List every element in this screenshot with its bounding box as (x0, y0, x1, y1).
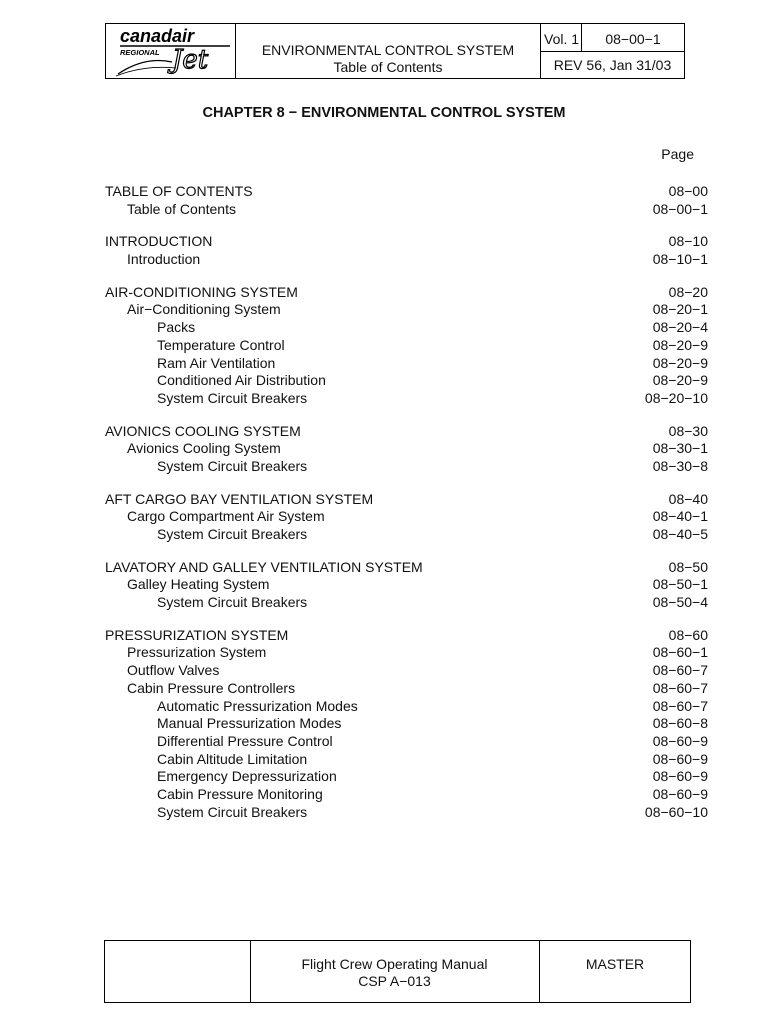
toc-entry-title: System Circuit Breakers (157, 389, 308, 406)
toc-entry (105, 804, 708, 822)
toc-section (105, 559, 708, 612)
toc-entry-page: 08−20−9 (652, 336, 708, 353)
toc-entry-title: Manual Pressurization Modes (157, 715, 342, 732)
revision-label: REV 56, Jan 31/03 (553, 57, 672, 73)
footer-manual-line1: Flight Crew Operating Manual (301, 956, 488, 972)
toc-entry (105, 698, 708, 716)
toc-section (105, 233, 708, 268)
toc-entry-page: 08−30 (668, 422, 708, 439)
toc-entry-title: Pressurization System (127, 644, 267, 661)
toc-entry-page: 08−60−7 (652, 679, 708, 696)
toc-entry-title: System Circuit Breakers (157, 803, 308, 820)
toc-entry (105, 458, 708, 476)
page-header (105, 23, 685, 79)
toc-entry-page: 08−20 (668, 283, 708, 300)
toc-entry-page: 08−60−10 (644, 803, 708, 820)
header-title-line1: ENVIRONMENTAL CONTROL SYSTEM (261, 42, 515, 58)
toc-entry (105, 576, 708, 594)
footer-status: MASTER (585, 956, 645, 972)
toc-entry-page: 08−60−9 (652, 768, 708, 785)
toc-entry-title: Cabin Pressure Monitoring (157, 785, 323, 802)
toc-entry-title: Packs (157, 319, 196, 336)
toc-entry-title: Differential Pressure Control (157, 732, 333, 749)
toc-entry-page: 08−20−10 (644, 389, 708, 406)
toc-heading (105, 627, 708, 645)
toc-entry-page: 08−30−1 (652, 440, 708, 457)
header-title (236, 24, 541, 78)
toc-entry-page: 08−50−4 (652, 594, 708, 611)
toc-entry-page: 08−50 (668, 558, 708, 575)
toc-entry-title: Cabin Pressure Controllers (127, 679, 296, 696)
toc-heading (105, 183, 708, 201)
toc-entry-title: Cabin Altitude Limitation (157, 750, 308, 767)
logo-tagline: REGIONAL (120, 48, 160, 57)
toc-heading (105, 491, 708, 509)
toc-entry (105, 662, 708, 680)
header-title-line2: Table of Contents (333, 59, 443, 75)
page-column-label: Page (661, 146, 694, 162)
toc-entry (105, 526, 708, 544)
toc-entry-title: System Circuit Breakers (157, 526, 308, 542)
toc-entry-title: Avionics Cooling System (127, 440, 281, 457)
toc-section (105, 423, 708, 476)
logo-brand: canadair (120, 26, 195, 46)
toc-entry-page: 08−60−8 (652, 715, 708, 732)
toc-entry-title: Galley Heating System (127, 576, 270, 593)
toc-entry (105, 508, 708, 526)
toc-entry (105, 390, 708, 408)
toc-entry-title: AFT CARGO BAY VENTILATION SYSTEM (105, 490, 374, 507)
toc-entry-title: Ram Air Ventilation (157, 354, 276, 371)
toc-entry-title: System Circuit Breakers (157, 594, 308, 611)
footer-manual-line2: CSP A−013 (358, 973, 431, 989)
toc-entry-page: 08−50−1 (652, 576, 708, 593)
toc-entry-title: TABLE OF CONTENTS (105, 183, 253, 199)
toc-entry (105, 786, 708, 804)
page-reference: 08−00−1 (582, 24, 684, 52)
toc-entry-page: 08−60−7 (652, 697, 708, 714)
toc-entry-page: 08−20−1 (652, 301, 708, 318)
toc-entry-title: Emergency Depressurization (157, 768, 337, 785)
toc-entry (105, 440, 708, 458)
toc-entry-title: Introduction (127, 251, 201, 268)
toc-entry-page: 08−40−1 (652, 508, 708, 525)
toc-entry-title: Air−Conditioning System (127, 301, 281, 318)
toc-entry-title: Automatic Pressurization Modes (157, 697, 358, 714)
toc-heading (105, 423, 708, 441)
toc-entry-page: 08−60−7 (652, 662, 708, 679)
toc-entry-page: 08−10−1 (652, 251, 708, 268)
toc-entry-page: 08−60−1 (652, 644, 708, 661)
canadair-regional-jet-logo (106, 24, 236, 78)
toc-heading (105, 284, 708, 302)
toc-entry-title: AVIONICS COOLING SYSTEM (105, 422, 301, 439)
toc-section (105, 183, 708, 218)
toc-entry-title: Cargo Compartment Air System (127, 508, 325, 525)
logo-mark: Jet (172, 45, 209, 75)
chapter-title: CHAPTER 8 − ENVIRONMENTAL CONTROL SYSTEM (202, 105, 566, 121)
footer-blank-cell (105, 941, 251, 1002)
toc-entry-page: 08−00−1 (652, 200, 708, 217)
toc-entry (105, 337, 708, 355)
toc-entry-page: 08−60−9 (652, 732, 708, 749)
toc-entry (105, 644, 708, 662)
toc-entry-page: 08−20−4 (652, 319, 708, 336)
page-footer (104, 940, 691, 1003)
toc-entry-page: 08−60 (668, 626, 708, 643)
toc-entry (105, 680, 708, 698)
toc-entry-title: Temperature Control (157, 336, 285, 353)
toc-entry-page: 08−00 (668, 183, 708, 199)
toc-section (105, 284, 708, 408)
toc-entry (105, 301, 708, 319)
toc-entry (105, 751, 708, 769)
toc-entry (105, 372, 708, 390)
toc-entry (105, 355, 708, 373)
toc-entry-title: LAVATORY AND GALLEY VENTILATION SYSTEM (105, 558, 423, 575)
toc-entry-page: 08−10 (668, 233, 708, 250)
toc-section (105, 491, 708, 544)
toc-entry-page: 08−60−9 (652, 785, 708, 802)
toc-entry-title: INTRODUCTION (105, 233, 213, 250)
toc-entry (105, 319, 708, 337)
toc-entry (105, 201, 708, 219)
toc-entry-page: 08−20−9 (652, 354, 708, 371)
toc-entry-title: System Circuit Breakers (157, 457, 308, 474)
toc-heading (105, 559, 708, 577)
toc-entry-title: Table of Contents (127, 200, 236, 217)
table-of-contents (105, 183, 708, 836)
toc-entry-title: Conditioned Air Distribution (157, 372, 326, 389)
toc-entry (105, 715, 708, 733)
toc-entry (105, 733, 708, 751)
toc-entry (105, 251, 708, 269)
toc-entry (105, 768, 708, 786)
volume-label: Vol. 1 (541, 24, 582, 52)
toc-entry (105, 594, 708, 612)
toc-entry-title: PRESSURIZATION SYSTEM (105, 626, 289, 643)
toc-entry-title: Outflow Valves (127, 662, 220, 679)
toc-entry-page: 08−30−8 (652, 457, 708, 474)
footer-manual-title (250, 941, 540, 1002)
toc-entry-title: AIR-CONDITIONING SYSTEM (105, 283, 298, 300)
toc-section (105, 627, 708, 822)
toc-entry-page: 08−40−5 (652, 526, 708, 542)
toc-heading (105, 233, 708, 251)
toc-entry-page: 08−20−9 (652, 372, 708, 389)
toc-entry-page: 08−60−9 (652, 750, 708, 767)
toc-entry-page: 08−40 (668, 490, 708, 507)
